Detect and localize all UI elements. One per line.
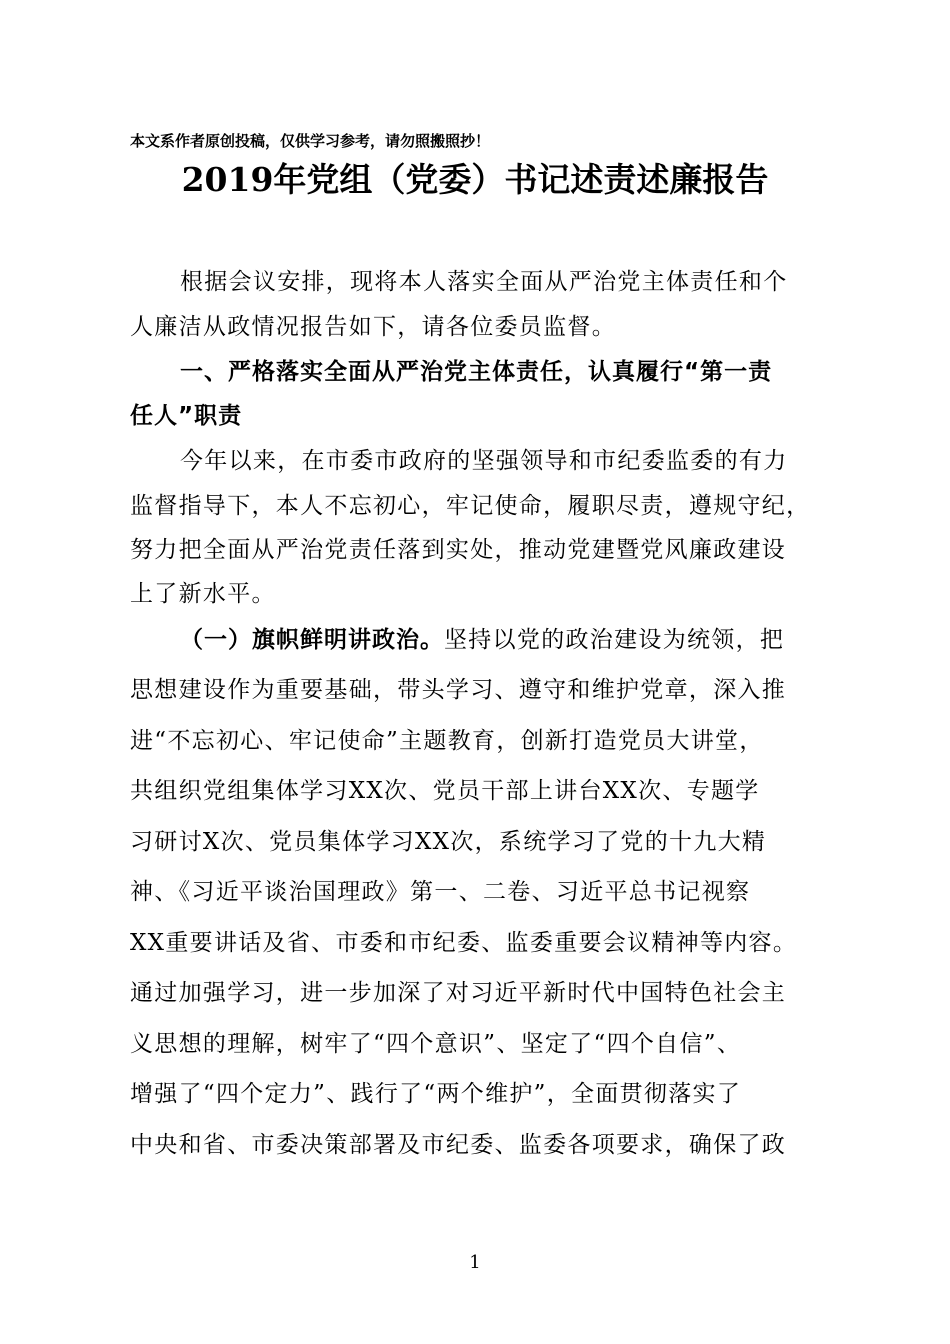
subsection-text: 坚持以党的政治建设为统领，把: [444, 627, 785, 653]
subsection-first-line: [180, 624, 784, 656]
page-number: 1: [469, 1252, 481, 1273]
paragraph-line: 进“不忘初心、牢记使命”主题教育，创新打造党员大讲堂，: [130, 728, 764, 754]
intro-line: 根据会议安排，现将本人落实全面从严治党主体责任和个: [180, 269, 788, 295]
paragraph-line: 上了新水平。: [130, 581, 276, 607]
paragraph-line: 努力把全面从严治党责任落到实处，推动党建暨党风廉政建设: [130, 537, 787, 563]
paragraph-line: 习研讨X次、党员集体学习XX次，系统学习了党的十九大精: [130, 829, 767, 855]
paragraph-line: XX重要讲话及省、市委和市纪委、监委重要会议精神等内容。: [130, 930, 798, 956]
intro-line: 人廉洁从政情况报告如下，请各位委员监督。: [130, 314, 616, 340]
paragraph-line: 中央和省、市委决策部署及市纪委、监委各项要求，确保了政: [130, 1132, 787, 1158]
document-title: 2019年党组（党委）书记述责述廉报告: [181, 160, 769, 199]
paragraph-line: 通过加强学习，进一步加深了对习近平新时代中国特色社会主: [130, 980, 787, 1006]
subsection-heading: （一）旗帜鲜明讲政治。: [180, 627, 444, 653]
paragraph-line: 今年以来，在市委市政府的坚强领导和市纪委监委的有力: [180, 448, 788, 474]
copyright-notice: 本文系作者原创投稿，仅供学习参考，请勿照搬照抄！: [130, 132, 491, 150]
paragraph-line: 义思想的理解，树牢了“四个意识”、坚定了“四个自信”、: [130, 1031, 742, 1057]
paragraph-line: 思想建设作为重要基础，带头学习、遵守和维护党章，深入推: [130, 677, 787, 703]
section-heading: 任人”职责: [130, 403, 243, 429]
paragraph-line: 增强了“四个定力”、践行了“两个维护”，全面贯彻落实了: [130, 1081, 742, 1107]
paragraph-line: 神、《习近平谈治国理政》第一、二卷、习近平总书记视察: [130, 879, 751, 905]
section-heading: 一、严格落实全面从严治党主体责任，认真履行“第一责: [180, 359, 773, 385]
paragraph-line: 监督指导下，本人不忘初心，牢记使命，履职尽责，遵规守纪，: [130, 493, 811, 519]
paragraph-line: 共组织党组集体学习XX次、党员干部上讲台XX次、专题学: [130, 778, 760, 804]
